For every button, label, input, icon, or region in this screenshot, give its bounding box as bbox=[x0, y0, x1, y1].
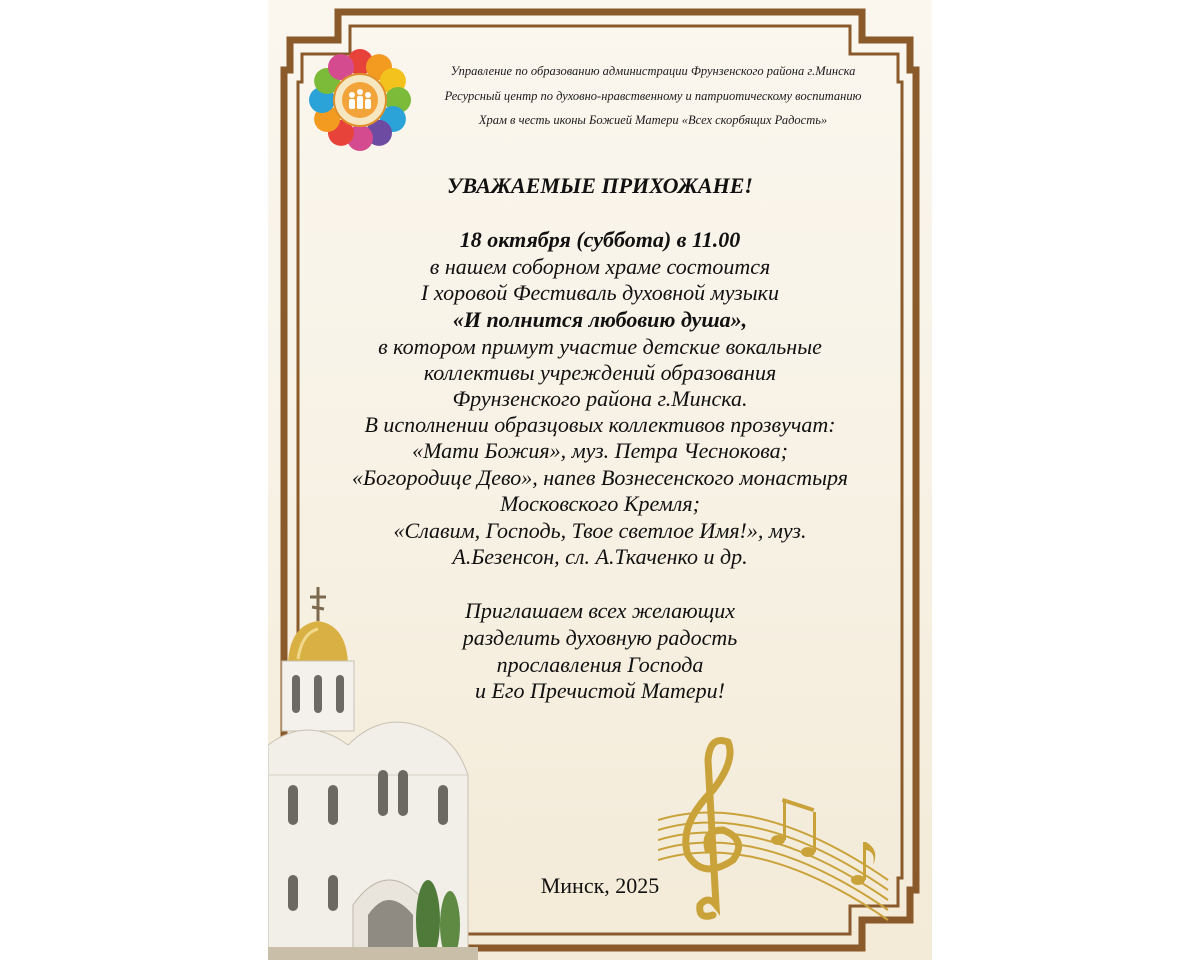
body-line: «Славим, Господь, Твое светлое Имя!», муз. bbox=[393, 518, 807, 543]
greeting-heading: УВАЖАЕМЫЕ ПРИХОЖАНЕ! bbox=[447, 173, 753, 198]
header-resource-center: Ресурсный центр по духовно-нравственному и патриотическому воспитанию bbox=[444, 89, 862, 103]
place-and-year: Минск, 2025 bbox=[540, 873, 660, 898]
body-line: «Богородице Дево», напев Вознесенского монастыря bbox=[352, 465, 848, 490]
flower-emblem-logo bbox=[308, 48, 412, 152]
body-line: Фрунзенского района г.Минска. bbox=[452, 386, 748, 411]
announcement-poster bbox=[268, 0, 932, 960]
invitation-line: прославления Господа bbox=[496, 652, 704, 677]
body-line: Московского Кремля; bbox=[500, 491, 700, 516]
body-line: в нашем соборном храме состоится bbox=[429, 254, 771, 279]
header-church: Храм в честь иконы Божией Матери «Всех скорбящих Радость» bbox=[478, 113, 828, 127]
festival-name: «И полнится любовию душа», bbox=[452, 307, 748, 332]
body-line: В исполнении образцовых коллективов прозвучат: bbox=[364, 412, 836, 437]
treble-clef-music-staff-icon bbox=[658, 730, 898, 930]
event-date: 18 октября (суббота) в 11.00 bbox=[459, 227, 741, 252]
invitation-line: разделить духовную радость bbox=[462, 625, 738, 650]
body-line: А.Безенсон, сл. А.Ткаченко и др. bbox=[452, 544, 748, 569]
body-line: коллективы учреждений образования bbox=[423, 360, 777, 385]
invitation-line: и Его Пречистой Матери! bbox=[474, 678, 726, 703]
header-organization: Управление по образованию администрации Фрунзенского района г.Минска bbox=[450, 64, 856, 78]
church-illustration bbox=[268, 585, 478, 960]
body-line: «Мати Божия», муз. Петра Чеснокова; bbox=[412, 438, 788, 463]
body-line: I хоровой Фестиваль духовной музыки bbox=[421, 280, 779, 305]
body-line: в котором примут участие детские вокальные bbox=[378, 334, 822, 359]
invitation-line: Приглашаем всех желающих bbox=[464, 598, 735, 623]
